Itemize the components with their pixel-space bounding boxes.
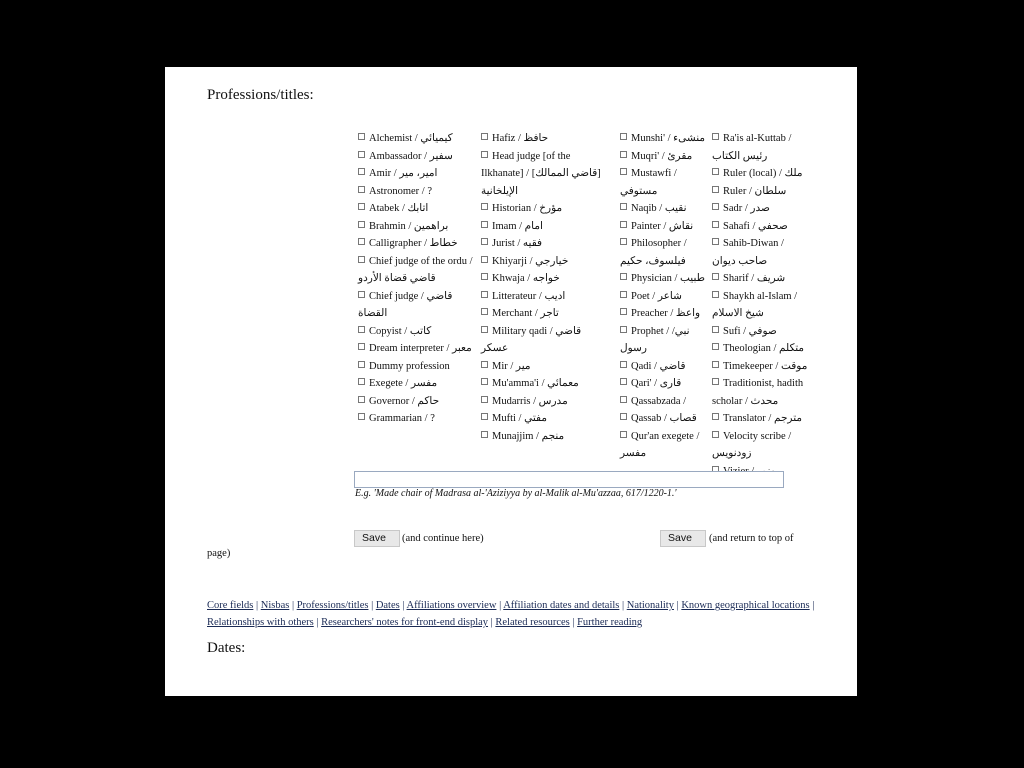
profession-label: Prophet / نبي/رسول — [620, 325, 690, 354]
profession-item[interactable] — [620, 375, 710, 393]
nav-link[interactable]: Further reading — [577, 617, 643, 628]
profession-label: Jurist / فقيه — [492, 238, 543, 249]
save-return-button[interactable]: Save — [660, 530, 706, 547]
profession-checkbox[interactable] — [358, 256, 365, 263]
profession-checkbox[interactable] — [712, 343, 719, 350]
profession-checkbox[interactable] — [481, 221, 488, 228]
profession-note-input[interactable] — [354, 471, 784, 488]
profession-label: Mu'amma'i / معمائي — [492, 378, 579, 389]
profession-item[interactable] — [712, 428, 814, 463]
profession-label: Velocity scribe / زودنويس — [712, 430, 792, 459]
profession-item[interactable] — [358, 183, 476, 201]
profession-label: Amir / امير، مير — [369, 168, 438, 179]
profession-label: Qadi / قاضي — [631, 360, 686, 372]
profession-checkbox[interactable] — [620, 273, 627, 280]
nav-link[interactable]: Core fields — [207, 600, 254, 611]
profession-label: Munshi' / منشىء — [631, 133, 706, 144]
profession-checkbox[interactable] — [620, 151, 627, 158]
profession-checkbox[interactable] — [358, 151, 365, 158]
profession-item[interactable] — [481, 410, 609, 428]
profession-checkbox[interactable] — [620, 413, 627, 420]
profession-checkbox[interactable] — [712, 361, 719, 368]
profession-label: Atabek / اتابك — [369, 203, 429, 214]
profession-checkbox[interactable] — [712, 168, 719, 175]
nav-separator: | — [619, 600, 627, 611]
profession-item[interactable] — [358, 235, 476, 253]
profession-checkbox[interactable] — [481, 308, 488, 315]
profession-label: Astronomer / ? — [369, 185, 432, 197]
profession-item[interactable] — [712, 200, 814, 218]
profession-label: Brahmin / براهمين — [369, 220, 449, 232]
profession-column-3 — [620, 130, 710, 463]
profession-item[interactable] — [481, 200, 609, 218]
profession-label: Grammarian / ? — [369, 413, 435, 424]
profession-checkbox[interactable] — [358, 343, 365, 350]
profession-checkbox[interactable] — [481, 291, 488, 298]
profession-item[interactable] — [712, 130, 814, 165]
profession-label: Naqib / نقيب — [631, 203, 687, 214]
profession-label: Historian / مؤرخ — [492, 203, 563, 214]
profession-label: Mir / مير — [492, 360, 531, 372]
profession-item[interactable] — [620, 393, 710, 411]
profession-item[interactable] — [620, 165, 710, 200]
profession-item[interactable] — [620, 200, 710, 218]
profession-label: Dummy profession — [369, 360, 450, 372]
save-return-note-cont: page) — [207, 548, 231, 559]
nav-link[interactable]: Known geographical locations — [681, 600, 810, 611]
profession-checkbox[interactable] — [481, 378, 488, 385]
profession-checkbox[interactable] — [712, 431, 719, 438]
nav-separator: | — [399, 600, 407, 611]
profession-item[interactable] — [620, 358, 710, 376]
profession-label: Ruler / سلطان — [723, 185, 787, 197]
profession-label: Ra'is al-Kuttab / رئيس الكتاب — [712, 133, 792, 162]
next-section-title: Dates: — [207, 640, 246, 656]
profession-checkbox[interactable] — [620, 291, 627, 298]
profession-checkbox[interactable] — [712, 273, 719, 280]
profession-label: Mustawfi / مستوفي — [620, 168, 677, 197]
save-continue-note: (and continue here) — [402, 533, 484, 544]
profession-checkbox[interactable] — [358, 361, 365, 368]
profession-label: Munajjim / منجم — [492, 430, 565, 442]
profession-checkbox[interactable] — [358, 133, 365, 140]
profession-checkbox[interactable] — [481, 203, 488, 210]
profession-item[interactable] — [620, 218, 710, 236]
profession-label: Imam / امام — [492, 220, 543, 232]
profession-label: Theologian / متكلم — [723, 343, 805, 354]
profession-label: Khiyarji / خيارجي — [492, 255, 569, 267]
save-continue-button[interactable]: Save — [354, 530, 400, 547]
profession-checkbox[interactable] — [358, 396, 365, 403]
profession-label: Poet / شاعر — [631, 290, 682, 302]
profession-checkbox[interactable] — [358, 326, 365, 333]
profession-item[interactable] — [358, 410, 476, 428]
profession-checkbox[interactable] — [712, 378, 719, 385]
nav-link[interactable]: Related resources — [495, 617, 570, 628]
profession-checkbox[interactable] — [712, 291, 719, 298]
profession-checkbox[interactable] — [358, 238, 365, 245]
save-return-note: (and return to top of — [709, 533, 794, 544]
profession-checkbox[interactable] — [712, 326, 719, 333]
profession-checkbox[interactable] — [358, 221, 365, 228]
profession-item[interactable] — [481, 218, 609, 236]
profession-checkbox[interactable] — [620, 361, 627, 368]
nav-link[interactable]: Professions/titles — [296, 600, 369, 611]
profession-label: Alchemist / كيميائي — [369, 133, 453, 144]
profession-item[interactable] — [620, 270, 710, 288]
nav-link[interactable]: Relationships with others — [207, 617, 314, 628]
nav-separator: | — [496, 600, 504, 611]
nav-link[interactable]: Affiliations overview — [406, 600, 497, 611]
profession-checkbox[interactable] — [620, 238, 627, 245]
profession-label: Qari' / قاری — [631, 378, 682, 389]
profession-checkbox[interactable] — [620, 308, 627, 315]
profession-checkbox[interactable] — [481, 256, 488, 263]
profession-item[interactable] — [481, 375, 609, 393]
profession-label: Ambassador / سفير — [369, 150, 453, 162]
profession-checkbox[interactable] — [481, 133, 488, 140]
profession-column-1 — [358, 130, 476, 428]
profession-label: Military qadi / قاضي عسكر — [481, 325, 582, 354]
example-text: E.g. 'Made chair of Madrasa al-'Aziziyya by al-Malik al-Mu'azzaa, 617/1220-1.' — [355, 488, 677, 499]
nav-separator: | — [313, 617, 322, 628]
profession-checkbox[interactable] — [620, 221, 627, 228]
profession-item[interactable] — [620, 305, 710, 323]
profession-label: Traditionist, hadith scholar / محدث — [712, 378, 804, 407]
profession-item[interactable] — [481, 428, 609, 446]
profession-item[interactable] — [481, 358, 609, 376]
profession-item[interactable] — [481, 130, 609, 148]
profession-label: Ruler (local) / ملك — [723, 168, 803, 179]
profession-item[interactable] — [620, 428, 710, 463]
nav-separator: | — [488, 617, 496, 628]
profession-checkbox[interactable] — [358, 413, 365, 420]
profession-item[interactable] — [358, 323, 476, 341]
profession-label: Shaykh al-Islam / شيخ الاسلام — [712, 290, 798, 319]
profession-checkbox[interactable] — [620, 168, 627, 175]
profession-checkbox[interactable] — [481, 238, 488, 245]
nav-link[interactable]: Dates — [375, 600, 400, 611]
profession-item[interactable] — [712, 358, 814, 376]
profession-item[interactable] — [620, 323, 710, 358]
nav-separator: | — [253, 600, 261, 611]
profession-checkbox[interactable] — [712, 203, 719, 210]
form-page — [165, 67, 857, 696]
profession-checkbox[interactable] — [620, 203, 627, 210]
profession-item[interactable] — [481, 393, 609, 411]
profession-item[interactable] — [358, 375, 476, 393]
profession-checkbox[interactable] — [620, 431, 627, 438]
profession-label: Timekeeper / موقت — [723, 360, 808, 372]
profession-item[interactable] — [620, 148, 710, 166]
nav-separator: | — [569, 617, 578, 628]
profession-checkbox[interactable] — [712, 238, 719, 245]
profession-item[interactable] — [712, 288, 814, 323]
profession-item[interactable] — [358, 393, 476, 411]
profession-checkbox[interactable] — [481, 361, 488, 368]
profession-item[interactable] — [481, 288, 609, 306]
profession-label: Sufi / صوفي — [723, 325, 777, 337]
profession-checkbox[interactable] — [481, 326, 488, 333]
profession-label: Chief judge of the ordu / قاضي قضاة الأردو — [358, 255, 473, 284]
profession-label: Mudarris / مدرس — [492, 395, 568, 407]
profession-checkbox[interactable] — [620, 396, 627, 403]
profession-item[interactable] — [358, 358, 476, 376]
profession-item[interactable] — [481, 270, 609, 288]
profession-item[interactable] — [712, 323, 814, 341]
profession-checkbox[interactable] — [481, 273, 488, 280]
profession-item[interactable] — [358, 200, 476, 218]
profession-item[interactable] — [712, 235, 814, 270]
profession-checkbox[interactable] — [481, 151, 488, 158]
nav-separator: | — [673, 600, 682, 611]
profession-label: Preacher / واعظ — [631, 308, 701, 319]
nav-link[interactable]: Nationality — [626, 600, 674, 611]
profession-label: Qassabzada / — [631, 395, 687, 407]
profession-item[interactable] — [712, 165, 814, 183]
profession-label: Translator / مترجم — [723, 413, 803, 424]
profession-item[interactable] — [620, 130, 710, 148]
profession-item[interactable] — [620, 288, 710, 306]
profession-checkbox[interactable] — [712, 413, 719, 420]
profession-checkbox[interactable] — [712, 186, 719, 193]
profession-label: Exegete / مفسر — [369, 378, 438, 389]
profession-label: Merchant / تاجر — [492, 308, 559, 319]
profession-checkbox[interactable] — [358, 186, 365, 193]
profession-item[interactable] — [358, 253, 476, 288]
profession-item[interactable] — [712, 375, 814, 410]
profession-checkbox[interactable] — [481, 431, 488, 438]
profession-checkbox[interactable] — [620, 133, 627, 140]
profession-item[interactable] — [712, 410, 814, 428]
profession-item[interactable] — [481, 148, 609, 201]
profession-item[interactable] — [358, 130, 476, 148]
profession-label: Qassab / قصاب — [631, 413, 697, 424]
profession-item[interactable] — [358, 148, 476, 166]
profession-checkbox[interactable] — [620, 326, 627, 333]
profession-item[interactable] — [358, 340, 476, 358]
profession-label: Calligrapher / خطاط — [369, 238, 458, 249]
profession-label: Painter / نقاش — [631, 220, 694, 232]
profession-label: Head judge [of the Ilkhanate] / [قاضي الممالك] الإيلخانية — [481, 150, 601, 197]
profession-label: Qur'an exegete / مفسر — [620, 430, 700, 459]
profession-item[interactable] — [712, 218, 814, 236]
nav-separator: | — [289, 600, 297, 611]
profession-checkbox[interactable] — [358, 378, 365, 385]
profession-label: Hafiz / حافظ — [492, 133, 549, 144]
nav-link[interactable]: Nisbas — [260, 600, 290, 611]
profession-checkbox[interactable] — [620, 378, 627, 385]
profession-item[interactable] — [481, 305, 609, 323]
profession-item[interactable] — [358, 165, 476, 183]
profession-checkbox[interactable] — [712, 133, 719, 140]
profession-item[interactable] — [481, 323, 609, 358]
profession-item[interactable] — [358, 218, 476, 236]
section-title: Professions/titles: — [207, 87, 314, 103]
profession-checkbox[interactable] — [712, 221, 719, 228]
profession-item[interactable] — [712, 183, 814, 201]
nav-separator: | — [809, 600, 815, 611]
nav-link[interactable]: Affiliation dates and details — [503, 600, 620, 611]
profession-label: Philosopher / فيلسوف، حكيم — [620, 238, 687, 267]
profession-label: Muqri' / مقرئ — [631, 150, 693, 162]
section-nav — [207, 597, 827, 631]
profession-checkbox[interactable] — [358, 203, 365, 210]
nav-link[interactable]: Researchers' notes for front-end display — [321, 617, 489, 628]
profession-label: Governor / حاكم — [369, 395, 440, 407]
profession-label: Sadr / صدر — [723, 203, 770, 214]
profession-item[interactable] — [358, 288, 476, 323]
profession-label: Dream interpreter / معبر — [369, 343, 472, 354]
profession-label: Sahib-Diwan / صاحب ديوان — [712, 238, 784, 267]
profession-checkbox[interactable] — [481, 413, 488, 420]
profession-label: Sahafi / صحفي — [723, 220, 788, 232]
profession-label: Mufti / مفتي — [492, 413, 547, 424]
profession-item[interactable] — [620, 235, 710, 270]
profession-item[interactable] — [712, 270, 814, 288]
profession-label: Khwaja / خواجه — [492, 273, 560, 284]
profession-label: Sharif / شريف — [723, 273, 786, 284]
profession-checkbox[interactable] — [358, 291, 365, 298]
profession-column-4 — [712, 130, 814, 480]
profession-item[interactable] — [712, 340, 814, 358]
profession-checkbox[interactable] — [481, 396, 488, 403]
profession-item[interactable] — [481, 235, 609, 253]
profession-label: Physician / طبيب — [631, 273, 706, 284]
profession-column-2 — [481, 130, 609, 445]
profession-item[interactable] — [481, 253, 609, 271]
profession-label: Litterateur / اديب — [492, 290, 566, 302]
nav-separator: | — [368, 600, 376, 611]
profession-label: Chief judge / قاضي القضاة — [358, 290, 453, 319]
profession-checkbox[interactable] — [358, 168, 365, 175]
profession-label: Copyist / كاتب — [369, 325, 432, 337]
profession-item[interactable] — [620, 410, 710, 428]
